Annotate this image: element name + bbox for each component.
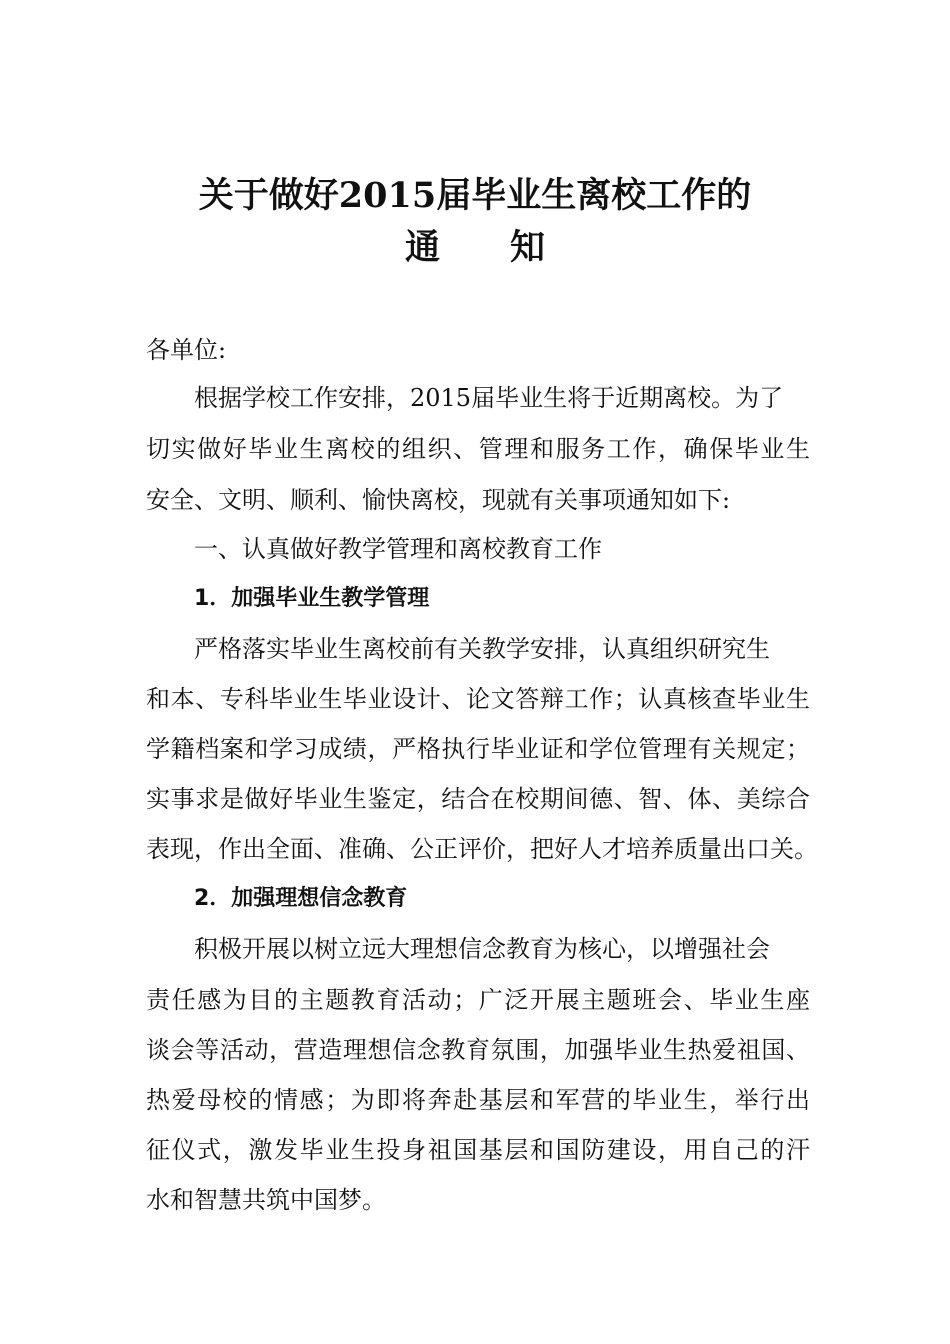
intro-line-3: 安全、文明、顺利、愉快离校，现就有关事项通知如下:	[146, 486, 731, 514]
intro-line-1: 根据学校工作安排，2015届毕业生将于近期离校。为了	[194, 384, 784, 412]
subsection-2-line-6: 水和智慧共筑中国梦。	[146, 1186, 386, 1214]
subsection-1-line-2: 和本、专科毕业生毕业设计、论文答辩工作；认真核查毕业生	[146, 685, 810, 713]
subsection-1-line-4: 实事求是做好毕业生鉴定，结合在校期间德、智、体、美综合	[146, 785, 810, 813]
title-char-zhi: 知	[510, 227, 546, 268]
document-title: 关于做好2015届毕业生离校工作的	[198, 175, 752, 216]
subsection-2-heading: 2．加强理想信念教育	[194, 886, 408, 911]
intro-line-2: 切实做好毕业生离校的组织、管理和服务工作，确保毕业生	[146, 435, 810, 463]
subsection-2-line-3: 谈会等活动，营造理想信念教育氛围，加强毕业生热爱祖国、	[146, 1036, 810, 1064]
subsection-1-line-1: 严格落实毕业生离校前有关教学安排，认真组织研究生	[194, 635, 770, 663]
subsection-2-line-1: 积极开展以树立远大理想信念教育为核心，以增强社会	[194, 935, 770, 963]
subsection-1-heading: 1．加强毕业生教学管理	[194, 586, 430, 611]
subsection-2-line-4: 热爱母校的情感；为即将奔赴基层和军营的毕业生，举行出	[146, 1086, 810, 1114]
document-title-notice	[0, 226, 950, 270]
subsection-1-line-5: 表现，作出全面、准确、公正评价，把好人才培养质量出口关。	[146, 835, 818, 863]
subsection-2-line-2: 责任感为目的主题教育活动；广泛开展主题班会、毕业生座	[146, 986, 810, 1014]
salutation: 各单位:	[146, 336, 227, 364]
subsection-2-line-5: 征仪式，激发毕业生投身祖国基层和国防建设，用自己的汗	[146, 1136, 810, 1164]
section-1-heading: 一、认真做好教学管理和离校教育工作	[194, 535, 602, 563]
subsection-1-line-3: 学籍档案和学习成绩，严格执行毕业证和学位管理有关规定；	[146, 735, 810, 763]
title-char-tong: 通	[404, 227, 440, 268]
